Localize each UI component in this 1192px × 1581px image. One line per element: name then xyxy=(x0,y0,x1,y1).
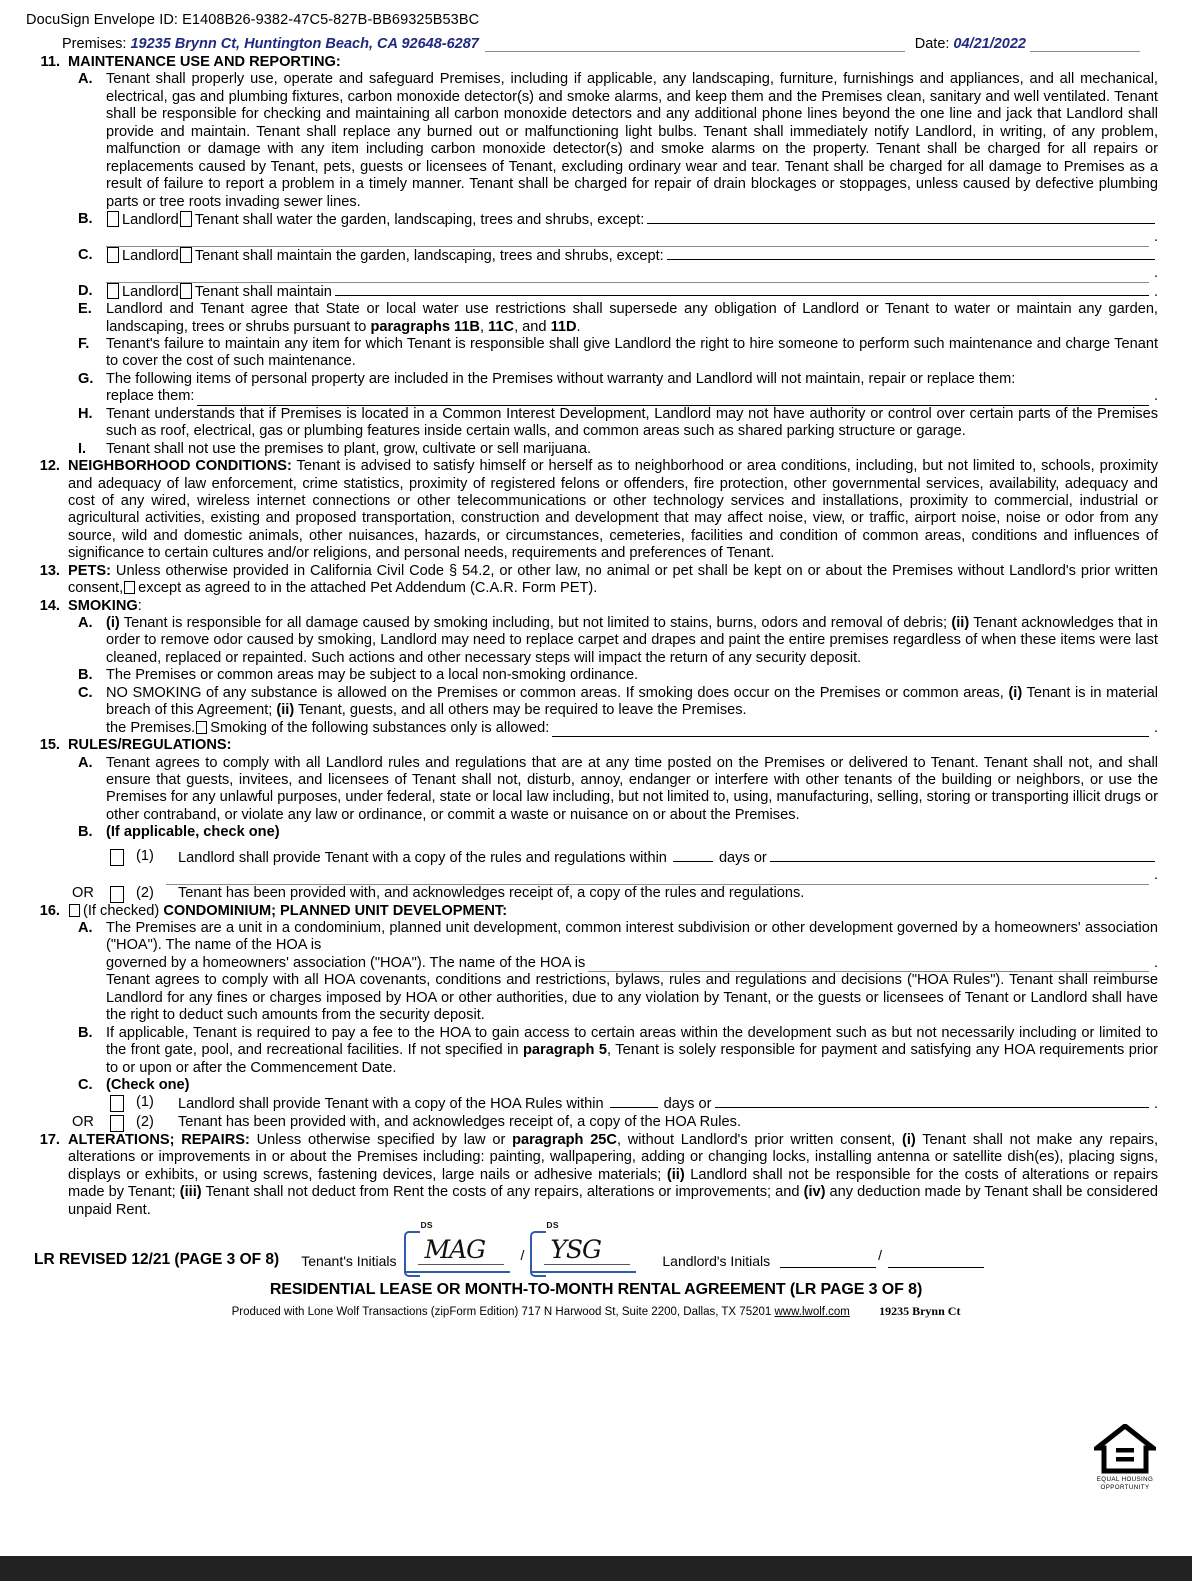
clause-14-a-text2: Tenant acknowledges that in order to remove odor caused by smoking, Landlord may need to replace carpet and drapes and paint the entire premises regardless of when these items were last cleaned, replaced or repainted. Such actions and other necessary steps will impact the return of any security deposit. xyxy=(106,615,1158,666)
clause-14-c-i: (i) xyxy=(1008,684,1023,701)
clause-16-c xyxy=(34,1077,1158,1094)
clause-11-b xyxy=(34,211,1158,229)
clause-14-c-text1: NO SMOKING of any substance is allowed on the Premises or common areas. If smoking does occur on the Premises or common areas, xyxy=(106,684,1009,701)
clause-17-number: 17. xyxy=(39,1131,60,1148)
clause-15-b-option-2 xyxy=(34,885,1158,903)
clause-11-i-text: Tenant shall not use the premises to plant, grow, cultivate or sell marijuana. xyxy=(106,440,592,457)
clause-15 xyxy=(34,737,1158,754)
clause-14-title-colon: : xyxy=(137,597,142,614)
landlord-initial-2-blank[interactable] xyxy=(888,1266,984,1268)
clause-14-c-ii: (ii) xyxy=(276,702,295,719)
clause-17-text1: Unless otherwise specified by law or xyxy=(249,1131,513,1148)
checkbox-15b1[interactable] xyxy=(110,849,124,866)
clause-16-b xyxy=(34,1025,1158,1077)
clause-16-c2-number: (2) xyxy=(136,1113,154,1130)
produced-text: Produced with Lone Wolf Transactions (zipForm Edition) 717 N Harwood St, Suite 2200, Dallas, TX 75201 xyxy=(231,1306,772,1318)
checkbox-11d-tenant[interactable] xyxy=(180,283,192,299)
clause-11-h-letter: H. xyxy=(78,405,93,422)
clause-17-i: (i) xyxy=(902,1131,916,1148)
clause-14-c-text3: Tenant, guests, and all others may be required to leave the Premises. xyxy=(294,702,747,719)
ds-tag-1: DS xyxy=(420,1220,433,1230)
docusign-envelope-id: DocuSign Envelope ID: E1408B26-9382-47C5-827B-BB69325B53BC xyxy=(26,12,480,28)
date-label: Date: xyxy=(914,36,950,52)
clause-16-c1-blank[interactable] xyxy=(715,1095,1149,1108)
clause-17-text6: any deduction made by Tenant shall be considered unpaid Rent. xyxy=(68,1184,1158,1218)
clause-11-e-ref2: 11C xyxy=(488,318,515,335)
clause-11-c-letter: C. xyxy=(78,246,93,263)
clause-16-number: 16. xyxy=(39,902,60,919)
clause-14-c-letter: C. xyxy=(78,684,93,701)
clause-11-b-landlord-label: Landlord xyxy=(122,211,179,228)
equal-housing-line2: OPPORTUNITY xyxy=(1100,1483,1150,1491)
clause-15-b1-blank-2[interactable] xyxy=(166,872,1149,885)
clause-17-ii: (ii) xyxy=(666,1166,685,1183)
viewer-bottom-bar xyxy=(0,1556,1192,1581)
clause-11-g-blank[interactable] xyxy=(197,393,1149,406)
clause-16-b-text2: , Tenant is solely responsible for payment and satisfying any HOA requirements prior to or upon or after the Commencement Date. xyxy=(106,1042,1158,1076)
checkbox-16c1[interactable] xyxy=(110,1095,124,1112)
clause-14-c-period: . xyxy=(1153,719,1158,736)
clause-17-iii: (iii) xyxy=(179,1184,202,1201)
tenant-initial-2-underline xyxy=(544,1264,630,1265)
premises-date-row xyxy=(0,28,1192,52)
clause-11-i xyxy=(34,441,1158,458)
clause-16-a-period: . xyxy=(1153,954,1158,971)
clause-16-a-hoa-blank[interactable] xyxy=(588,959,1149,972)
tenant-initial-1-box[interactable] xyxy=(404,1220,512,1273)
clause-15-number: 15. xyxy=(39,737,60,754)
clause-11-title: MAINTENANCE USE AND REPORTING: xyxy=(68,54,341,70)
clause-16-a-text1: The Premises are a unit in a condominium, planned unit development, common interest subdivision or other development governed by a homeowners' association ("HOA"). The name of the HOA is xyxy=(106,920,1158,954)
clause-14-c-line-last: the Premises. Smoking of the following substances only is allowed: . xyxy=(106,719,1158,736)
clause-14-b-letter: B. xyxy=(78,667,93,684)
checkbox-11b-tenant[interactable] xyxy=(180,211,192,227)
clause-11-e-ref3: 11D xyxy=(550,318,577,335)
clause-11-e-ref1: paragraphs 11B xyxy=(370,318,480,335)
clause-11-c-tenant-label: Tenant shall maintain the garden, landscaping, trees and shrubs, except: xyxy=(194,247,664,264)
tenant-initials-label: Tenant's Initials xyxy=(301,1253,397,1269)
ds-tag-2: DS xyxy=(546,1220,559,1230)
clause-13-title: PETS: xyxy=(68,562,111,579)
clause-16-c-title: (Check one) xyxy=(106,1076,190,1093)
clause-15-b-option-1 xyxy=(34,848,1158,867)
clause-11-a xyxy=(34,71,1158,211)
form-title: RESIDENTIAL LEASE OR MONTH-TO-MONTH RENTAL AGREEMENT (LR PAGE 3 OF 8) xyxy=(269,1281,923,1298)
landlord-initial-1-blank[interactable] xyxy=(780,1266,876,1268)
date-rule xyxy=(1030,34,1140,52)
tenant-initial-1-value: MAG xyxy=(424,1235,486,1264)
clause-11-e-letter: E. xyxy=(78,301,92,318)
landlord-initials-label: Landlord's Initials xyxy=(662,1253,771,1269)
clause-11-d-blank[interactable] xyxy=(335,283,1149,296)
equal-housing-line1: EQUAL HOUSING xyxy=(1096,1476,1154,1483)
clause-11-c-period: . xyxy=(1153,265,1158,282)
clause-15-b-letter: B. xyxy=(78,824,93,841)
clause-12-text: Tenant is advised to satisfy himself or herself as to neighborhood or area conditions, including, but not limited to, schools, proximity and adequacy of law enforcement, crime statistics, proximity of registered felons or offenders, fire protection, other governmental services, availability, adequacy and cost of any wired, wireless internet connections or other telecommunications or other technology services and installations, proximity to commercial, industrial or agricultural activities, existing and proposed transportation, construction and development that may affect noise, view, or traffic, airport noise, noise or odor from any source, wild and domestic animals, other nuisances, hazards, or circumstances, cemeteries, facilities and condition of common areas, conditions and influences of significance to certain cultures and/or religions, and personal needs, requirements and preferences of Tenant. xyxy=(68,458,1158,562)
clause-11-f xyxy=(34,336,1158,371)
clause-11-e-end: . xyxy=(576,318,581,335)
clause-11-d-tenant-label: Tenant shall maintain xyxy=(194,283,332,300)
clause-11-d-letter: D. xyxy=(78,282,93,299)
clause-11-g-line2: replace them: . xyxy=(106,388,1158,405)
clause-17-text4: Landlord shall not be responsible for the costs of alterations or repairs made by Tenant; xyxy=(68,1166,1159,1201)
clause-16-or-label: OR xyxy=(72,1113,94,1130)
initials-slash-1: / xyxy=(520,1247,525,1263)
clause-11-g-text: The following items of personal property are included in the Premises without warranty and Landlord will not maintain, repair or replace them: xyxy=(106,370,1016,387)
clause-16-c-letter: C. xyxy=(78,1076,93,1093)
clause-16-title: CONDOMINIUM; PLANNED UNIT DEVELOPMENT: xyxy=(163,902,508,919)
clause-11-c-landlord-label: Landlord xyxy=(122,247,179,264)
clause-15-or-label: OR xyxy=(72,884,94,901)
clause-14-c-text4: Smoking of the following substances only is allowed: xyxy=(210,719,550,736)
clause-15-a-letter: A. xyxy=(78,754,93,771)
clause-15-b1-text: Landlord shall provide Tenant with a copy of the rules and regulations within xyxy=(178,849,667,866)
clause-11-c-blank-2[interactable] xyxy=(106,270,1149,283)
clause-11-b-tenant-label: Tenant shall water the garden, landscaping, trees and shrubs, except: xyxy=(194,211,645,228)
clause-15-b1-number: (1) xyxy=(136,847,154,864)
clause-14-b-text: The Premises or common areas may be subject to a local non-smoking ordinance. xyxy=(106,667,639,684)
checkbox-11c-landlord[interactable] xyxy=(107,247,119,263)
clause-15-b1-blank[interactable] xyxy=(770,849,1155,862)
clause-16-c1-period: . xyxy=(1153,1096,1158,1113)
clause-11-e-and: , and xyxy=(514,318,551,335)
initials-row xyxy=(34,1220,1158,1273)
clause-11-h xyxy=(34,406,1158,441)
clause-11-d xyxy=(34,283,1158,301)
docusign-bracket-bottom-2 xyxy=(530,1271,636,1273)
clause-13-number: 13. xyxy=(39,562,60,579)
clause-16-b-ref: paragraph 5 xyxy=(523,1042,607,1059)
clause-15-b1-line2 xyxy=(34,867,1158,884)
clause-16-if-checked: (If checked) xyxy=(83,902,160,919)
clause-12 xyxy=(34,458,1158,563)
clause-17-iv: (iv) xyxy=(803,1184,826,1201)
document-body xyxy=(0,52,1192,1219)
clause-15-b1-days-blank[interactable] xyxy=(673,848,713,862)
clause-14-a-text1: Tenant is responsible for all damage caused by smoking including, but not limited to stains, burns, odors and removal of debris; xyxy=(119,615,952,631)
clause-11-f-text: Tenant's failure to maintain any item for which Tenant is responsible shall give Landlord the right to hire someone to perform such maintenance and charge Tenant to cover the cost of such maintenance. xyxy=(106,336,1158,370)
clause-15-a xyxy=(34,755,1158,825)
checkbox-16c2[interactable] xyxy=(110,1115,124,1132)
checkbox-11c-tenant[interactable] xyxy=(180,247,192,263)
checkbox-11d-landlord[interactable] xyxy=(107,283,119,299)
clause-14-c-text2: Tenant is in material breach of this Agreement; xyxy=(106,684,1158,719)
clause-15-b xyxy=(34,824,1158,841)
clause-14-title: SMOKING xyxy=(68,597,138,614)
clause-16-c-option-1 xyxy=(34,1094,1158,1113)
equal-housing-logo xyxy=(1080,1424,1170,1492)
checkbox-16-condominium[interactable] xyxy=(69,904,80,917)
clause-11-c xyxy=(34,247,1158,265)
initials-slash-2: / xyxy=(878,1247,882,1263)
docusign-bracket-bottom xyxy=(404,1271,510,1273)
clause-12-number: 12. xyxy=(39,458,60,475)
clause-16-b-letter: B. xyxy=(78,1024,93,1041)
clause-13-text-before: Unless otherwise provided in California Civil Code § 54.2, or other law, no animal or pet shall be kept on or about the Premises without Landlord's prior written consent, xyxy=(68,562,1158,597)
clause-15-b1-days-label: days or xyxy=(718,849,767,866)
clause-11 xyxy=(34,54,1158,71)
clause-11-b-period: . xyxy=(1153,229,1158,246)
clause-11-b-line2 xyxy=(34,229,1158,246)
clause-15-title: RULES/REGULATIONS: xyxy=(68,737,232,754)
produced-line xyxy=(34,1299,1158,1319)
clause-16-c1-text: Landlord shall provide Tenant with a copy of the HOA Rules within xyxy=(178,1096,604,1113)
clause-14-number: 14. xyxy=(39,597,60,614)
clause-16-c2-text: Tenant has been provided with, and acknowledges receipt of, a copy of the HOA Rules. xyxy=(178,1113,742,1130)
clause-17-text5: Tenant shall not deduct from Rent the costs of any repairs, alterations or improvements; and xyxy=(201,1184,804,1201)
clause-16-a-text2: Tenant agrees to comply with all HOA covenants, conditions and restrictions, bylaws, rules and regulations and decisions ("HOA Rules"). Tenant shall reimburse Landlord for any fines or charges imposed by HOA or other authorities, due to any violation by Tenant, or the guests or licensees of Tenant or Landlord shall have the right to deduct such amounts from the security deposit. xyxy=(106,972,1158,1024)
property-address-footer: 19235 Brynn Ct xyxy=(879,1304,961,1318)
clause-15-b2-text: Tenant has been provided with, and acknowledges receipt of, a copy of the rules and regulations. xyxy=(178,884,805,901)
clause-17-title: ALTERATIONS; REPAIRS: xyxy=(68,1131,250,1148)
checkbox-13-pet-addendum[interactable] xyxy=(124,581,135,594)
tenant-initial-1-underline xyxy=(418,1264,504,1265)
clause-11-e xyxy=(34,301,1158,336)
clause-11-g xyxy=(34,371,1158,388)
clause-11-a-text: Tenant shall properly use, operate and safeguard Premises, including if applicable, any landscaping, furniture, furnishings and appliances, and all mechanical, electrical, gas and plumbing fixtures, carbon monoxide detector(s) and smoke alarms, and keep them and the Premises clean, sanitary and well ventilated. Tenant shall be responsible for checking and maintaining all carbon monoxide detectors and any additional phone lines beyond the one line and jack that Landlord shall provide and maintain. Tenant shall replace any burned out or malfunctioning light bulbs. Tenant shall immediately notify Landlord, in writing, of any problem, malfunction or damage with any item including carbon monoxide detector(s) and smoke alarms on the property. Tenant shall be charged for all repairs or replacements caused by Tenant, pets, guests or licensees of Tenant, excluding ordinary wear and tear. Tenant shall be charged for all damage to Premises as a result of failure to report a problem in a timely manner. Tenant shall be charged for repair of drain blockages or stoppages, unless caused by defective plumbing parts or tree roots invading sewer lines. xyxy=(106,71,1158,210)
clause-16-a xyxy=(34,920,1158,955)
clause-11-number: 11. xyxy=(40,54,60,70)
tenant-initial-2-box[interactable] xyxy=(530,1220,638,1273)
equal-housing-house-icon xyxy=(1094,1424,1156,1474)
clause-11-d-period: . xyxy=(1153,283,1158,300)
clause-17 xyxy=(34,1132,1158,1219)
clause-11-b-letter: B. xyxy=(78,210,93,227)
checkbox-11b-landlord[interactable] xyxy=(107,211,119,227)
clause-14-a-i: (i) xyxy=(106,615,120,631)
clause-17-ref1: paragraph 25C xyxy=(512,1131,617,1148)
clause-11-c-blank[interactable] xyxy=(667,247,1155,260)
page-footer xyxy=(0,1219,1192,1319)
clause-11-h-text: Tenant understands that if Premises is located in a Common Interest Development, Landlord may not have authority or control over certain parts of the Premises such as roof, electrical, gas or plumbing features inside certain walls, and common areas such as shared parking structure or garage. xyxy=(106,405,1158,440)
clause-17-text3: Tenant shall not make any repairs, alterations or improvements in or about the Premises including: painting, wallpapering, adding or changing locks, installing antenna or satellite dish(es), placing signs, displays or exhibits, or using screws, fastening devices, large nails or adhesive materials; xyxy=(68,1131,1159,1183)
clause-14-a-ii: (ii) xyxy=(951,615,970,631)
clause-16-a-letter: A. xyxy=(78,920,93,936)
clause-11-c-line2 xyxy=(34,265,1158,282)
clause-16-c-option-2 xyxy=(34,1114,1158,1132)
clause-16-a-hoa-blank-row: governed by a homeowners' association ("HOA"). The name of the HOA is . xyxy=(106,954,1158,971)
clause-15-b1-period: . xyxy=(1153,867,1158,884)
checkbox-14c-smoking-allowed[interactable] xyxy=(196,721,207,734)
lr-revised-label: LR REVISED 12/21 (PAGE 3 OF 8) xyxy=(34,1251,280,1268)
clause-14-a xyxy=(34,615,1158,667)
tenant-initial-2-value: YSG xyxy=(550,1235,601,1264)
clause-16-b-text1: If applicable, Tenant is required to pay a fee to the HOA to gain access to certain areas within the development such as but not necessarily including or limited to the front gate, pool, and recreational facilities. If not specified in xyxy=(106,1024,1158,1059)
clause-14-c-blank[interactable] xyxy=(552,724,1149,737)
premises-label: Premises: xyxy=(62,36,127,52)
clause-11-e-text: Landlord and Tenant agree that State or local water use restrictions shall supersede any obligation of Landlord or Tenant to water or maintain any garden, landscaping, trees or shrubs pursuant to xyxy=(106,301,1158,335)
clause-11-f-letter: F. xyxy=(78,336,90,352)
clause-15-a-text: Tenant agrees to comply with all Landlord rules and regulations that are at any time posted on the Premises or delivered to Tenant. Tenant shall not, and shall ensure that guests, invitees, and licensees of Tenant shall not, disturb, annoy, endanger or interfere with other tenants of the building or neighbors, or use the Premises for any unlawful purposes, under federal, state or local law including, but not limited to, using, manufacturing, selling, storing or transporting illicit drugs or other contraband, or violate any law or ordinance, or commit a waste or nuisance on or about the Premises. xyxy=(106,754,1158,823)
clause-16-c1-days-label: days or xyxy=(663,1096,712,1113)
clause-11-d-landlord-label: Landlord xyxy=(122,283,179,300)
clause-13-text-after: except as agreed to in the attached Pet Addendum (C.A.R. Form PET). xyxy=(138,580,598,597)
clause-17-text2: , without Landlord's prior written consent, xyxy=(616,1131,902,1148)
clause-11-g-letter: G. xyxy=(78,370,94,387)
clause-11-b-blank[interactable] xyxy=(647,211,1155,224)
clause-11-i-letter: I. xyxy=(78,440,87,457)
lwolf-url[interactable]: www.lwolf.com xyxy=(774,1306,850,1318)
clause-11-g-period: . xyxy=(1153,388,1158,405)
clause-11-b-blank-2[interactable] xyxy=(106,234,1149,247)
clause-11-e-sep: , xyxy=(479,318,489,335)
clause-14 xyxy=(34,598,1158,615)
clause-16-a-cont xyxy=(34,972,1158,1024)
clause-14-c xyxy=(34,685,1158,720)
clause-16-c1-days-blank[interactable] xyxy=(610,1094,658,1108)
clause-15-b-title: (If applicable, check one) xyxy=(106,824,280,841)
clause-14-b xyxy=(34,667,1158,684)
clause-13 xyxy=(34,563,1158,598)
date-value[interactable]: 04/21/2022 xyxy=(953,36,1026,52)
clause-14-a-letter: A. xyxy=(78,615,93,631)
premises-rule xyxy=(485,34,905,52)
clause-16 xyxy=(34,903,1158,920)
clause-15-b2-number: (2) xyxy=(136,884,154,901)
clause-11-a-letter: A. xyxy=(78,71,93,88)
checkbox-15b2[interactable] xyxy=(110,886,124,903)
clause-12-title: NEIGHBORHOOD CONDITIONS: xyxy=(68,458,292,475)
clause-16-c1-number: (1) xyxy=(136,1094,154,1111)
premises-value[interactable]: 19235 Brynn Ct, Huntington Beach, CA 92648-6287 xyxy=(130,36,479,52)
